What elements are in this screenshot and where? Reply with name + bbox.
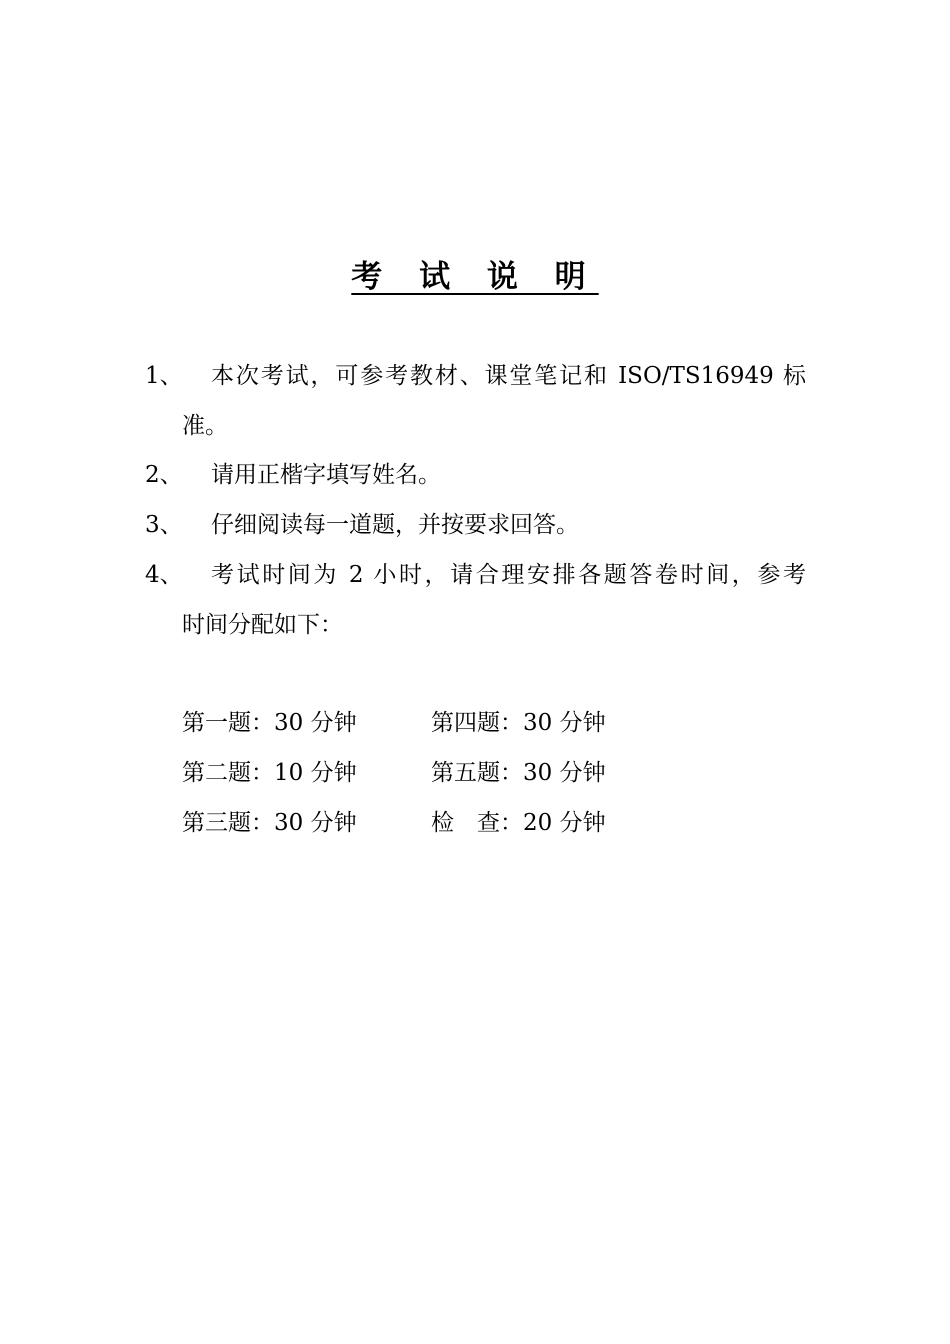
instruction-text: 本次考试，可参考教材、课堂笔记和 ISO/TS16949 标 bbox=[211, 363, 806, 389]
instruction-number: 3、 bbox=[145, 512, 183, 538]
page-title bbox=[0, 252, 950, 302]
schedule-entry-review: 检 查：20 分钟 bbox=[431, 810, 606, 836]
schedule-entry-question-4: 第四题：30 分钟 bbox=[431, 710, 606, 736]
page-title-text: 考 试 说 明 bbox=[351, 259, 599, 295]
schedule-entry-question-5: 第五题：30 分钟 bbox=[431, 760, 606, 786]
instruction-number: 1、 bbox=[145, 363, 183, 389]
instruction-text: 考试时间为 2 小时，请合理安排各题答卷时间，参考 bbox=[211, 562, 806, 588]
schedule-entry-question-2: 第二题：10 分钟 bbox=[182, 760, 357, 786]
instruction-text: 请用正楷字填写姓名。 bbox=[211, 462, 441, 488]
instruction-text-continued: 时间分配如下： bbox=[182, 612, 343, 638]
instruction-text: 仔细阅读每一道题，并按要求回答。 bbox=[211, 512, 579, 538]
instruction-number: 4、 bbox=[145, 562, 183, 588]
instruction-text-continued: 准。 bbox=[182, 413, 228, 439]
schedule-entry-question-3: 第三题：30 分钟 bbox=[182, 810, 357, 836]
schedule-entry-question-1: 第一题：30 分钟 bbox=[182, 710, 357, 736]
instruction-number: 2、 bbox=[145, 462, 183, 488]
